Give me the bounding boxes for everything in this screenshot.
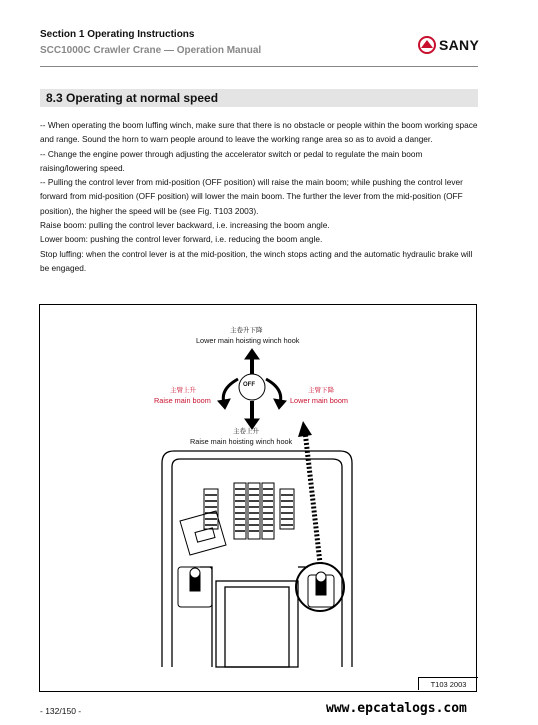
sany-logo [418, 33, 479, 57]
cab-diagram [40, 305, 478, 693]
paragraph: Lower boom: pushing the control lever forward, i.e. reducing the boom angle. [40, 234, 323, 245]
body-text [40, 118, 480, 275]
figure-control-lever [39, 304, 477, 692]
label-top-en: Lower main hoisting winch hook [196, 336, 300, 345]
paragraph: Raise boom: pulling the control lever backward, i.e. increasing the boom angle. [40, 220, 330, 231]
paragraph: -- When operating the boom luffing winch, make sure that there is no obstacle or people within the boom working space and range. Sound the horn to warn people around to leave the working range area so as to avoid a danger. [40, 120, 478, 145]
label-off: OFF [243, 382, 255, 388]
paragraph: -- Pulling the control lever from mid-position (OFF position) will raise the main boom; while pushing the control lever forward from mid-position (OFF position) will lower the main boom. The further the lever from the mid-position (OFF position), the higher the speed will be (see Fig. T103 2003). [40, 177, 463, 216]
label-left-cn: 主臂上升 [170, 387, 196, 394]
label-left-en: Raise main boom [154, 396, 211, 405]
lever-arrow-icon [298, 421, 320, 563]
section-heading: 8.3 Operating at normal speed [46, 91, 219, 105]
watermark[interactable]: www.epcatalogs.com [326, 701, 467, 716]
label-bottom-en: Raise main hoisting winch hook [190, 437, 293, 446]
label-right-en: Lower main boom [290, 396, 348, 405]
label-top-cn: 主卷升下降 [230, 327, 263, 334]
left-control-panel [178, 511, 226, 607]
header-rule [40, 66, 478, 67]
direction-arrows [218, 349, 286, 429]
figure-caption: T103 2003 [418, 677, 478, 690]
header-title: Section 1 Operating Instructions [40, 29, 195, 40]
section-heading-bar [40, 89, 478, 107]
paragraph: -- Change the engine power through adjusting the accelerator switch or pedal to regulate the main boom raising/lowering speed. [40, 148, 423, 173]
logo-text: SANY [439, 37, 480, 53]
label-bottom-cn: 主卷上升 [233, 428, 259, 435]
paragraph: Stop luffing: when the control lever is at the mid-position, the winch stops acting and the automatic hydraulic brake will be engaged. [40, 248, 473, 273]
sany-logo-icon [418, 36, 436, 54]
page-number: - 132/150 - [40, 706, 82, 716]
label-right-cn: 主臂下降 [308, 387, 334, 394]
right-control-lever [296, 563, 344, 611]
header-subtitle: SCC1000C Crawler Crane — Operation Manual [40, 45, 262, 56]
